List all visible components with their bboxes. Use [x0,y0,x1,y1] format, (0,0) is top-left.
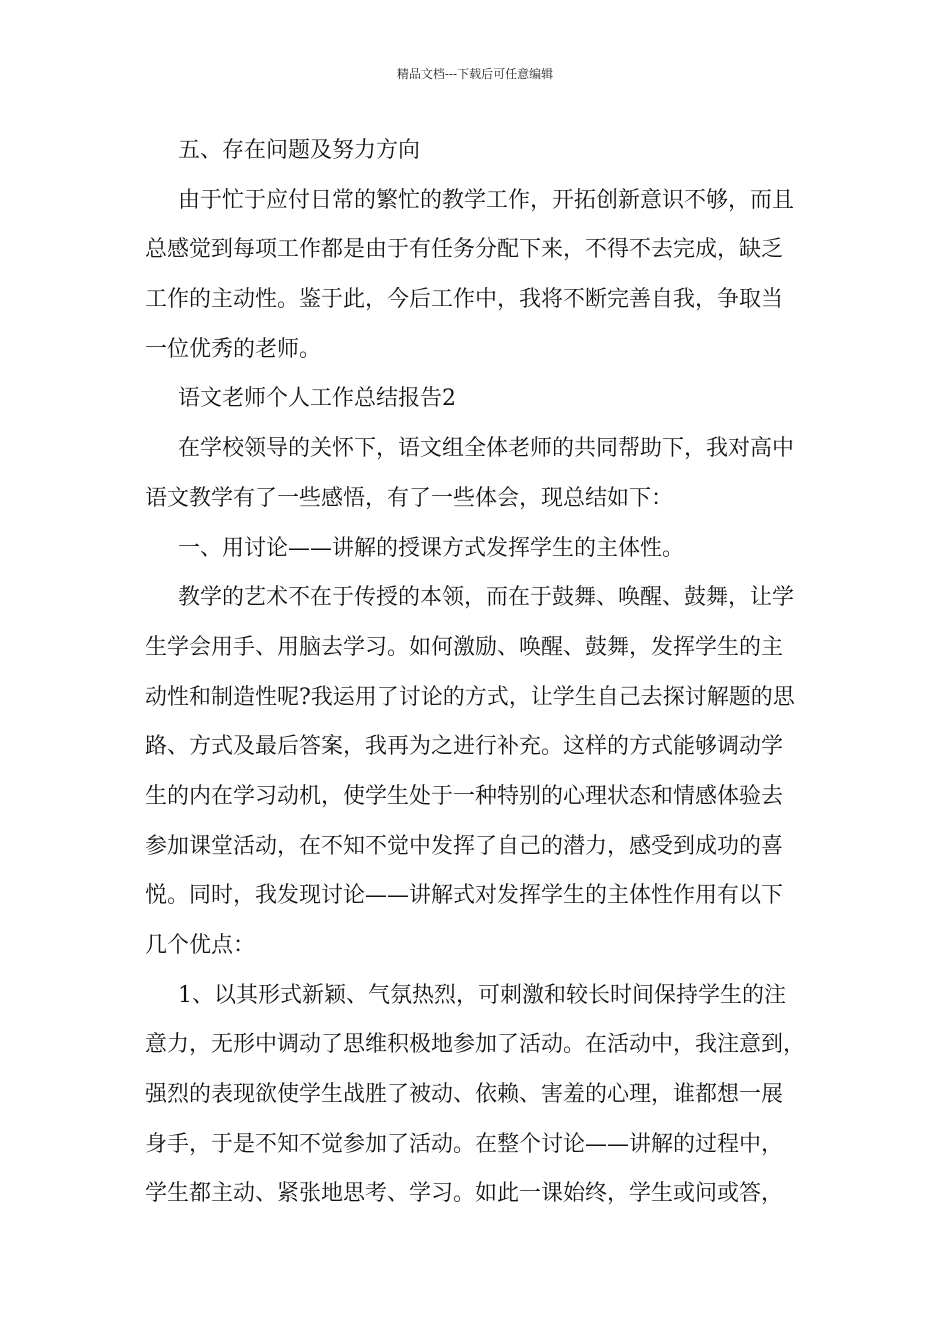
text-line: 动性和制造性呢?我运用了讨论的方式，让学生自己去探讨解题的思 [145,684,795,710]
text-line: 参加课堂活动，在不知不觉中发挥了自己的潜力，感受到成功的喜 [145,833,784,859]
text-line: 悦。同时，我发现讨论——讲解式对发挥学生的主体性作用有以下 [145,883,784,909]
page-header: 精品文档---下载后可任意编辑 [396,67,554,81]
document-body [145,126,817,1219]
text-line: 一、用讨论——讲解的授课方式发挥学生的主体性。 [178,535,685,561]
text-line: 学生都主动、紧张地思考、学习。如此一课始终，学生或问或答， [145,1181,784,1207]
text-line: 生学会用手、用脑去学习。如何激励、唤醒、鼓舞，发挥学生的主 [145,634,784,660]
text-line: 1、以其形式新颖、气氛热烈，可刺激和较长时间保持学生的注 [178,982,786,1008]
text-line: 生的内在学习动机，使学生处于一种特别的心理状态和情感体验去 [145,783,784,809]
text-line: 总感觉到每项工作都是由于有任务分配下来，不得不去完成，缺乏 [145,237,784,263]
text-line: 在学校领导的关怀下，语文组全体老师的共同帮助下，我对高中 [178,436,795,462]
text-line: 语文教学有了一些感悟，有了一些体会，现总结如下： [145,485,674,511]
text-line: 教学的艺术不在于传授的本领，而在于鼓舞、唤醒、鼓舞，让学 [178,585,795,611]
text-line: 工作的主动性。鉴于此，今后工作中，我将不断完善自我，争取当 [145,287,784,313]
text-line: 几个优点： [145,933,256,958]
text-line: 意力，无形中调动了思维积极地参加了活动。在活动中，我注意到， [145,1032,806,1058]
text-line: 路、方式及最后答案，我再为之进行补充。这样的方式能够调动学 [145,734,784,760]
text-line: 一位优秀的老师。 [145,336,322,362]
text-line: 五、存在问题及努力方向 [178,138,421,163]
text-line: 强烈的表现欲使学生战胜了被动、依赖、害羞的心理，谁都想一展 [145,1082,784,1108]
text-line: 身手，于是不知不觉参加了活动。在整个讨论——讲解的过程中， [145,1131,784,1157]
text-line: 语文老师个人工作总结报告2 [178,386,456,412]
text-line: 由于忙于应付日常的繁忙的教学工作，开拓创新意识不够，而且 [178,187,795,213]
